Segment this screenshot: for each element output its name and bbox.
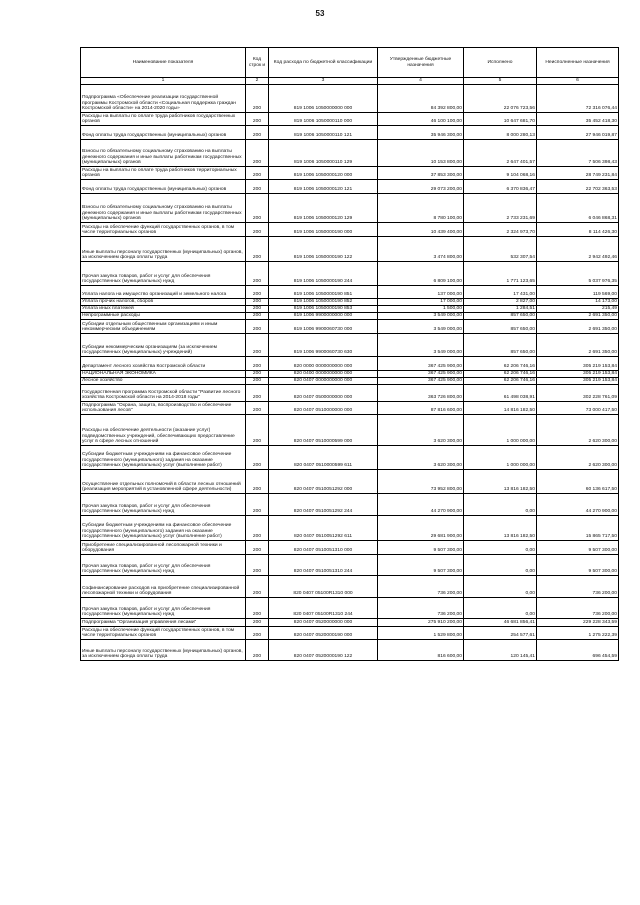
row-executed-amount: 857 650,00 xyxy=(464,320,537,334)
row-indicator-name: Фонд оплаты труда государственных (муниципальных) органов xyxy=(81,126,246,140)
row-executed-amount: 0,00 xyxy=(464,598,537,619)
row-line-code: 200 xyxy=(246,402,269,415)
page-number: 53 xyxy=(315,9,325,18)
row-unexecuted-amount: 14 173,00 xyxy=(537,299,619,306)
table-row xyxy=(81,598,619,619)
table-row xyxy=(81,85,619,113)
row-unexecuted-amount: 7 506 398,43 xyxy=(537,140,619,167)
row-indicator-name: Взносы по обязательному социальному страхованию на выплаты денежного содержания и иные выплаты работникам государственных (муниципальных) органов xyxy=(81,140,246,167)
table-row xyxy=(81,113,619,126)
column-number: 2 xyxy=(246,78,269,85)
row-unexecuted-amount: 72 316 076,44 xyxy=(537,85,619,113)
row-approved-amount: 816 600,00 xyxy=(378,640,464,661)
row-approved-amount: 73 952 800,00 xyxy=(378,470,464,494)
row-approved-amount: 46 100 100,00 xyxy=(378,113,464,126)
row-approved-amount: 87 816 600,00 xyxy=(378,402,464,415)
row-budget-code: 819 1006 1050000000 000 xyxy=(269,85,378,113)
row-executed-amount: 857 650,00 xyxy=(464,313,537,320)
row-indicator-name: Прочая закупка товаров, работ и услуг для обеспечения государственных (муниципальных) нужд xyxy=(81,494,246,516)
row-line-code: 200 xyxy=(246,286,269,299)
column-number: 3 xyxy=(269,78,378,85)
row-approved-amount: 8 780 100,00 xyxy=(378,194,464,223)
row-executed-amount: 120 145,41 xyxy=(464,640,537,661)
table-row xyxy=(81,306,619,313)
row-executed-amount: 254 577,61 xyxy=(464,627,537,640)
row-unexecuted-amount: 2 691 350,00 xyxy=(537,334,619,357)
row-budget-code: 820 0407 0520000190 122 xyxy=(269,640,378,661)
row-approved-amount: 9 507 300,00 xyxy=(378,541,464,555)
row-approved-amount: 35 946 300,00 xyxy=(378,126,464,140)
row-budget-code: 820 0407 0510051310 000 xyxy=(269,541,378,555)
row-unexecuted-amount: 2 620 300,00 xyxy=(537,415,619,446)
row-indicator-name: Департамент лесного хозяйства Костромской области xyxy=(81,357,246,371)
row-unexecuted-amount: 6 046 868,31 xyxy=(537,194,619,223)
row-unexecuted-amount: 305 219 153,84 xyxy=(537,357,619,371)
row-indicator-name: Субсидии бюджетным учреждениям на финансовое обеспечение государственного (муниципального) задания на оказание государственных (муниципальных) услуг (выполнение работ) xyxy=(81,446,246,470)
row-unexecuted-amount: 302 228 761,09 xyxy=(537,385,619,402)
row-executed-amount: 62 206 746,16 xyxy=(464,357,537,371)
row-budget-code: 820 0407 0510000000 000 xyxy=(269,402,378,415)
row-approved-amount: 3 549 000,00 xyxy=(378,334,464,357)
row-approved-amount: 367 425 900,00 xyxy=(378,357,464,371)
row-budget-code: 820 0407 05100R1310 000 xyxy=(269,576,378,598)
column-number: 5 xyxy=(464,78,537,85)
table-row xyxy=(81,470,619,494)
row-unexecuted-amount: 60 136 617,50 xyxy=(537,470,619,494)
row-budget-code: 819 1006 1050000110 121 xyxy=(269,126,378,140)
table-row xyxy=(81,541,619,555)
table-row xyxy=(81,415,619,446)
table-row xyxy=(81,126,619,140)
row-indicator-name: Уплата иных платежей xyxy=(81,306,246,313)
row-budget-code: 820 0407 05100R1310 244 xyxy=(269,598,378,619)
row-line-code: 200 xyxy=(246,237,269,262)
row-unexecuted-amount: 229 228 343,59 xyxy=(537,619,619,627)
row-unexecuted-amount: 2 691 350,00 xyxy=(537,313,619,320)
row-unexecuted-amount: 35 452 418,30 xyxy=(537,113,619,126)
table-row xyxy=(81,237,619,262)
table-row xyxy=(81,640,619,661)
row-line-code: 200 xyxy=(246,262,269,286)
row-unexecuted-amount: 27 946 019,87 xyxy=(537,126,619,140)
row-approved-amount: 10 439 400,00 xyxy=(378,223,464,237)
row-indicator-name: Прочая закупка товаров, работ и услуг для обеспечения государственных (муниципальных) нужд xyxy=(81,262,246,286)
row-executed-amount: 532 307,54 xyxy=(464,237,537,262)
row-line-code: 200 xyxy=(246,627,269,640)
row-indicator-name: Взносы по обязательному социальному страхованию на выплаты денежного содержания и иные выплаты работникам государственных (муниципальных) органов xyxy=(81,194,246,223)
row-line-code: 200 xyxy=(246,385,269,402)
row-indicator-name: Субсидии бюджетным учреждениям на финансовое обеспечение государственного (муниципального) задания на оказание государственных (муниципальных) услуг (выполнение работ) xyxy=(81,516,246,541)
row-budget-code: 820 0407 0520000000 000 xyxy=(269,619,378,627)
row-indicator-name: Софинансирование расходов на приобретение специализированной лесопожарной техники и оборудования xyxy=(81,576,246,598)
row-line-code: 200 xyxy=(246,299,269,306)
row-approved-amount: 84 392 800,00 xyxy=(378,85,464,113)
table-row xyxy=(81,402,619,415)
header-indicator-name: Наименование показателя xyxy=(81,48,246,78)
row-budget-code: 819 1006 9900060730 000 xyxy=(269,320,378,334)
row-approved-amount: 44 270 900,00 xyxy=(378,494,464,516)
table-row xyxy=(81,385,619,402)
row-line-code: 200 xyxy=(246,85,269,113)
row-executed-amount: 857 650,00 xyxy=(464,334,537,357)
row-indicator-name: Субсидии отдельным общественным организациям и иным некоммерческим объединениям xyxy=(81,320,246,334)
row-indicator-name: Расходы на обеспечение функций государственных органов, в том числе территориальных органов xyxy=(81,627,246,640)
row-budget-code: 819 1006 1050000110 129 xyxy=(269,140,378,167)
row-line-code: 200 xyxy=(246,470,269,494)
row-unexecuted-amount: 2 620 300,00 xyxy=(537,446,619,470)
row-line-code: 200 xyxy=(246,640,269,661)
row-indicator-name: Осуществление отдельных полномочий в области лесных отношений (реализация мероприятий в установленной сфере деятельности) xyxy=(81,470,246,494)
table-row xyxy=(81,180,619,194)
row-executed-amount: 62 206 746,16 xyxy=(464,371,537,378)
row-unexecuted-amount: 305 219 153,84 xyxy=(537,371,619,378)
row-unexecuted-amount: 28 749 231,84 xyxy=(537,167,619,180)
row-indicator-name: Прочая закупка товаров, работ и услуг для обеспечения государственных (муниципальных) нужд xyxy=(81,555,246,576)
row-line-code: 200 xyxy=(246,357,269,371)
row-indicator-name: Расходы на выплаты по оплате труда работников территориальных органов xyxy=(81,167,246,180)
row-budget-code: 820 0407 0510051292 000 xyxy=(269,470,378,494)
row-unexecuted-amount: 9 507 300,00 xyxy=(537,541,619,555)
header-executed: Исполнено xyxy=(464,48,537,78)
row-line-code: 200 xyxy=(246,415,269,446)
row-budget-code: 819 1006 1050000190 852 xyxy=(269,299,378,306)
row-approved-amount: 1 529 800,00 xyxy=(378,627,464,640)
row-executed-amount: 10 647 681,70 xyxy=(464,113,537,126)
row-unexecuted-amount: 9 507 300,00 xyxy=(537,555,619,576)
row-line-code: 200 xyxy=(246,140,269,167)
row-executed-amount: 0,00 xyxy=(464,541,537,555)
row-executed-amount: 0,00 xyxy=(464,555,537,576)
table-row xyxy=(81,320,619,334)
row-budget-code: 819 1006 1050000120 129 xyxy=(269,194,378,223)
row-indicator-name: Прочая закупка товаров, работ и услуг для обеспечения государственных (муниципальных) нужд xyxy=(81,598,246,619)
column-number: 1 xyxy=(81,78,246,85)
row-executed-amount: 2 324 973,70 xyxy=(464,223,537,237)
row-approved-amount: 3 549 000,00 xyxy=(378,320,464,334)
row-budget-code: 820 0407 0510000599 000 xyxy=(269,415,378,446)
row-executed-amount: 22 076 723,56 xyxy=(464,85,537,113)
row-budget-code: 819 1006 1050000190 851 xyxy=(269,286,378,299)
row-approved-amount: 275 910 200,00 xyxy=(378,619,464,627)
row-indicator-name: Расходы на обеспечение деятельности (оказание услуг) подведомственных учреждений, обеспечивающих предоставление услуг в сфере лесных отношений xyxy=(81,415,246,446)
row-indicator-name: Подпрограмма "Организация управления лесами" xyxy=(81,619,246,627)
row-line-code: 200 xyxy=(246,371,269,378)
row-budget-code: 819 1006 1050000190 853 xyxy=(269,306,378,313)
row-executed-amount: 9 104 068,16 xyxy=(464,167,537,180)
row-executed-amount: 0,00 xyxy=(464,576,537,598)
row-executed-amount: 6 370 836,47 xyxy=(464,180,537,194)
row-unexecuted-amount: 73 000 417,50 xyxy=(537,402,619,415)
row-budget-code: 819 1006 1050000120 121 xyxy=(269,180,378,194)
row-approved-amount: 736 200,00 xyxy=(378,576,464,598)
row-line-code: 200 xyxy=(246,541,269,555)
row-unexecuted-amount: 119 569,00 xyxy=(537,286,619,299)
table-row xyxy=(81,516,619,541)
row-line-code: 200 xyxy=(246,113,269,126)
row-line-code: 200 xyxy=(246,167,269,180)
row-executed-amount: 2 827,00 xyxy=(464,299,537,306)
row-budget-code: 819 1006 1050000190 244 xyxy=(269,262,378,286)
row-unexecuted-amount: 305 219 153,84 xyxy=(537,378,619,385)
row-approved-amount: 17 000,00 xyxy=(378,299,464,306)
table-row xyxy=(81,371,619,378)
row-indicator-name: Подпрограмма "Охрана, защита, воспроизводство и обеспечение использования лесов" xyxy=(81,402,246,415)
row-line-code: 200 xyxy=(246,306,269,313)
row-executed-amount: 14 816 182,50 xyxy=(464,402,537,415)
table-row xyxy=(81,194,619,223)
row-executed-amount: 0,00 xyxy=(464,494,537,516)
table-header-row xyxy=(81,48,619,78)
row-executed-amount: 13 816 182,50 xyxy=(464,516,537,541)
row-indicator-name: Иные выплаты персоналу государственных (муниципальных) органов, за исключением фонда оплаты труда xyxy=(81,237,246,262)
table-row xyxy=(81,627,619,640)
table-row xyxy=(81,262,619,286)
row-unexecuted-amount: 22 702 363,53 xyxy=(537,180,619,194)
row-executed-amount: 17 431,00 xyxy=(464,286,537,299)
header-line-code: Код строк и xyxy=(246,48,269,78)
row-indicator-name: Иные выплаты персоналу государственных (муниципальных) органов, за исключением фонда оплаты труда xyxy=(81,640,246,661)
row-approved-amount: 3 620 300,00 xyxy=(378,446,464,470)
row-approved-amount: 3 620 300,00 xyxy=(378,415,464,446)
row-budget-code: 819 1006 1050000190 000 xyxy=(269,223,378,237)
row-indicator-name: Лесное хозяйство xyxy=(81,378,246,385)
row-line-code: 200 xyxy=(246,446,269,470)
row-indicator-name: Уплата прочих налогов, сборов xyxy=(81,299,246,306)
row-line-code: 200 xyxy=(246,223,269,237)
row-unexecuted-amount: 1 275 222,39 xyxy=(537,627,619,640)
column-number: 6 xyxy=(537,78,619,85)
row-approved-amount: 10 153 800,00 xyxy=(378,140,464,167)
row-line-code: 200 xyxy=(246,320,269,334)
row-approved-amount: 1 500,00 xyxy=(378,306,464,313)
row-line-code: 200 xyxy=(246,126,269,140)
row-indicator-name: Государственная программа Костромской области "Развитие лесного хозяйства Костромской области на 2014-2018 годы" xyxy=(81,385,246,402)
row-indicator-name: Расходы на обеспечение функций государственных органов, в том числе территориальных органов xyxy=(81,223,246,237)
row-executed-amount: 62 206 746,16 xyxy=(464,378,537,385)
row-indicator-name: Подпрограмма «Обеспечение реализации государственной программы Костромской области «Социальная поддержка граждан Костромской области» на 2014-2020 годы» xyxy=(81,85,246,113)
row-unexecuted-amount: 15 865 717,50 xyxy=(537,516,619,541)
row-line-code: 200 xyxy=(246,378,269,385)
row-approved-amount: 9 507 300,00 xyxy=(378,555,464,576)
column-number: 4 xyxy=(378,78,464,85)
row-unexecuted-amount: 736 200,00 xyxy=(537,598,619,619)
header-budget-code: Код расхода по бюджетной классификации xyxy=(269,48,378,78)
row-budget-code: 819 1006 1050000110 000 xyxy=(269,113,378,126)
row-budget-code: 820 0407 0000000000 000 xyxy=(269,378,378,385)
row-budget-code: 820 0400 0000000000 000 xyxy=(269,371,378,378)
row-approved-amount: 3 474 800,00 xyxy=(378,237,464,262)
row-line-code: 200 xyxy=(246,180,269,194)
row-executed-amount: 1 284,51 xyxy=(464,306,537,313)
table-body xyxy=(81,85,619,661)
row-unexecuted-amount: 2 691 350,00 xyxy=(537,320,619,334)
row-executed-amount: 61 498 038,91 xyxy=(464,385,537,402)
row-line-code: 200 xyxy=(246,619,269,627)
row-line-code: 200 xyxy=(246,194,269,223)
row-indicator-name: Субсидии некоммерческим организациям (за исключением государственных (муниципальных) учреждений) xyxy=(81,334,246,357)
row-executed-amount: 13 816 182,50 xyxy=(464,470,537,494)
row-unexecuted-amount: 215,49 xyxy=(537,306,619,313)
row-unexecuted-amount: 8 114 426,30 xyxy=(537,223,619,237)
row-approved-amount: 3 549 000,00 xyxy=(378,313,464,320)
row-line-code: 200 xyxy=(246,598,269,619)
table-row xyxy=(81,494,619,516)
row-executed-amount: 1 771 123,65 xyxy=(464,262,537,286)
header-unexecuted: Неисполненные назначения xyxy=(537,48,619,78)
row-unexecuted-amount: 2 942 492,46 xyxy=(537,237,619,262)
row-budget-code: 820 0407 0510051292 244 xyxy=(269,494,378,516)
budget-execution-table xyxy=(80,47,619,661)
row-indicator-name: Непрограммные расходы xyxy=(81,313,246,320)
table-row xyxy=(81,555,619,576)
row-approved-amount: 367 425 900,00 xyxy=(378,378,464,385)
row-unexecuted-amount: 736 200,00 xyxy=(537,576,619,598)
row-unexecuted-amount: 696 454,59 xyxy=(537,640,619,661)
table-row xyxy=(81,576,619,598)
table-row xyxy=(81,167,619,180)
row-indicator-name: Фонд оплаты труда государственных (муниципальных) органов xyxy=(81,180,246,194)
row-indicator-name: НАЦИОНАЛЬНАЯ ЭКОНОМИКА xyxy=(81,371,246,378)
row-indicator-name: Расходы на выплаты по оплате труда работников государственных органов xyxy=(81,113,246,126)
row-approved-amount: 137 000,00 xyxy=(378,286,464,299)
row-executed-amount: 2 647 401,57 xyxy=(464,140,537,167)
row-approved-amount: 736 200,00 xyxy=(378,598,464,619)
table-row xyxy=(81,140,619,167)
column-number-row xyxy=(81,78,619,85)
row-budget-code: 819 1006 9900060730 630 xyxy=(269,334,378,357)
row-approved-amount: 367 425 900,00 xyxy=(378,371,464,378)
row-approved-amount: 37 853 300,00 xyxy=(378,167,464,180)
row-line-code: 200 xyxy=(246,516,269,541)
row-budget-code: 820 0407 0520000190 000 xyxy=(269,627,378,640)
row-line-code: 200 xyxy=(246,334,269,357)
row-budget-code: 820 0407 0510051310 244 xyxy=(269,555,378,576)
row-executed-amount: 2 733 231,69 xyxy=(464,194,537,223)
row-budget-code: 820 0407 0510051292 611 xyxy=(269,516,378,541)
row-unexecuted-amount: 44 270 900,00 xyxy=(537,494,619,516)
row-approved-amount: 29 073 200,00 xyxy=(378,180,464,194)
table-row xyxy=(81,378,619,385)
row-line-code: 200 xyxy=(246,494,269,516)
row-budget-code: 819 1006 1050000190 122 xyxy=(269,237,378,262)
header-approved: Утвержденные бюджетные назначения xyxy=(378,48,464,78)
row-line-code: 200 xyxy=(246,313,269,320)
row-budget-code: 819 1006 1050000120 000 xyxy=(269,167,378,180)
row-budget-code: 820 0000 0000000000 000 xyxy=(269,357,378,371)
row-indicator-name: Приобретение специализированной лесопожарной техники и оборудования xyxy=(81,541,246,555)
row-approved-amount: 363 726 800,00 xyxy=(378,385,464,402)
row-unexecuted-amount: 5 037 976,35 xyxy=(537,262,619,286)
row-executed-amount: 46 681 856,41 xyxy=(464,619,537,627)
table-row xyxy=(81,619,619,627)
table-row xyxy=(81,357,619,371)
row-indicator-name: Уплата налога на имущество организаций и земельного налога xyxy=(81,286,246,299)
row-budget-code: 819 1006 9900000000 000 xyxy=(269,313,378,320)
row-executed-amount: 1 000 000,00 xyxy=(464,446,537,470)
row-approved-amount: 29 681 900,00 xyxy=(378,516,464,541)
table-row xyxy=(81,299,619,306)
row-approved-amount: 6 809 100,00 xyxy=(378,262,464,286)
row-line-code: 200 xyxy=(246,576,269,598)
table-row xyxy=(81,286,619,299)
table-row xyxy=(81,334,619,357)
row-executed-amount: 1 000 000,00 xyxy=(464,415,537,446)
row-executed-amount: 8 000 280,13 xyxy=(464,126,537,140)
table-row xyxy=(81,223,619,237)
row-budget-code: 820 0407 0500000000 000 xyxy=(269,385,378,402)
table-row xyxy=(81,313,619,320)
row-budget-code: 820 0407 0510000599 611 xyxy=(269,446,378,470)
row-line-code: 200 xyxy=(246,555,269,576)
table-row xyxy=(81,446,619,470)
